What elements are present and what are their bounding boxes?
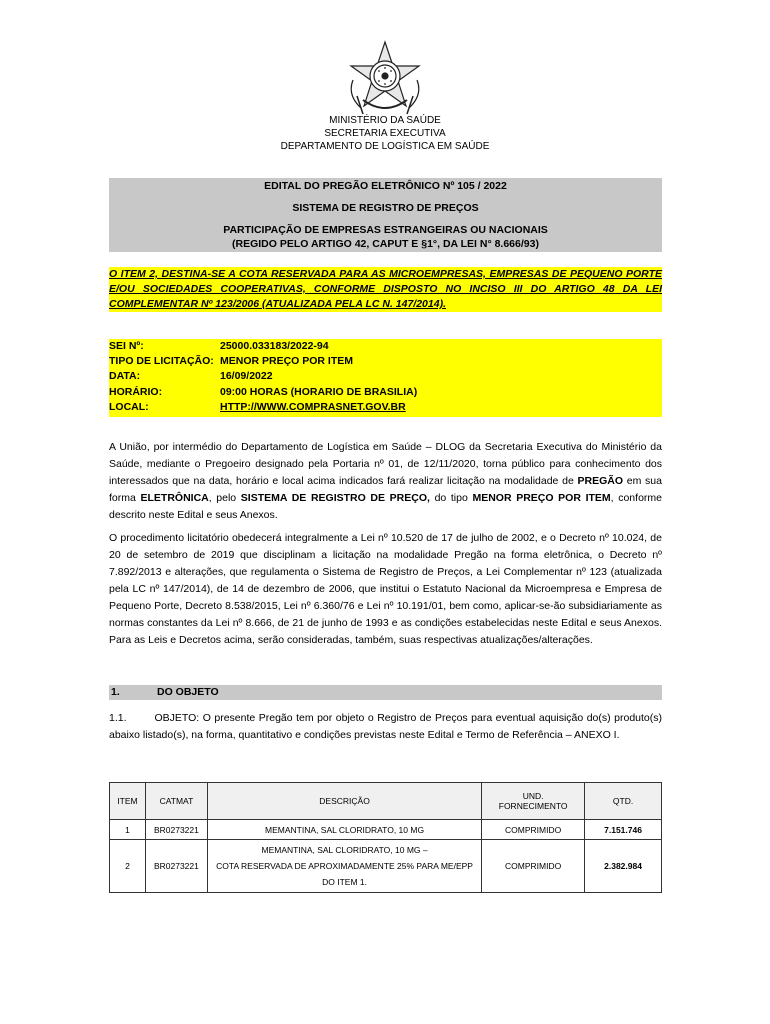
intro-text: A União, por intermédio do Departamento de Logística em Saúde – DLOG da Secretaria Executiva do Ministério da Saúde, mediante o Pregoeiro designado pela Portaria nº 01, de 12/11/2020, torna público para conhecimento dos interessados que na data, horário e local acima indicados fará realizar licitação na modalidade de	[109, 441, 662, 487]
section-number: 1.	[111, 686, 120, 698]
cell-qty: 2.382.984	[585, 840, 662, 893]
time-value: 09:00 HORAS (HORARIO DE BRASILIA)	[220, 385, 418, 398]
description-line2: COTA RESERVADA DE APROXIMADAMENTE 25% PARA ME/EPP DO ITEM 1.	[216, 861, 473, 887]
intro-bold-pregao: PREGÃO	[577, 475, 624, 487]
intro-bold-srp: SISTEMA DE REGISTRO DE PREÇO,	[240, 492, 430, 504]
location-label: LOCAL:	[109, 400, 149, 413]
table-row	[110, 820, 662, 840]
table-header-row	[110, 783, 662, 820]
intro-text: , conforme descrito neste Edital e seus Anexos.	[109, 492, 662, 521]
date-label: DATA:	[109, 370, 141, 383]
date-value: 16/09/2022	[220, 370, 273, 383]
edital-title-box	[109, 178, 662, 252]
time-label: HORÁRIO:	[109, 385, 163, 398]
edital-legal-basis: (REGIDO PELO ARTIGO 42, CAPUT E §1°, DA LEI N° 8.666/93)	[232, 238, 539, 250]
cell-description	[207, 840, 481, 893]
cell-item: 1	[110, 820, 146, 840]
unit-header-line1: UND.	[522, 791, 544, 801]
cell-item: 2	[110, 840, 146, 893]
ministry-header	[0, 114, 770, 153]
object-paragraph: 1.1. OBJETO: O presente Pregão tem por objeto o Registro de Preços para eventual aquisição do(s) produto(s) abaixo listado(s), na forma, quantitativo e condições previstas neste Edital e Termo de Referência – ANEXO I.	[109, 712, 665, 741]
department-name: DEPARTAMENTO DE LOGÍSTICA EM SAÚDE	[280, 141, 490, 152]
unit-header-line2: FORNECIMENTO	[498, 801, 568, 811]
ministry-name: MINISTÉRIO DA SAÚDE	[329, 115, 441, 126]
cell-unit: COMPRIMIDO	[482, 820, 585, 840]
col-header-unit	[482, 783, 585, 820]
cell-unit: COMPRIMIDO	[482, 840, 585, 893]
bid-type-label: TIPO DE LICITAÇÃO:	[109, 355, 214, 368]
coat-of-arms-emblem	[343, 40, 427, 120]
intro-bold-eletronica: ELETRÔNICA	[140, 492, 209, 504]
sei-label: SEI Nº:	[109, 340, 144, 352]
secretariat-name: SECRETARIA EXECUTIVA	[324, 128, 446, 139]
section-heading	[109, 685, 662, 700]
intro-text: , pelo	[208, 492, 241, 504]
legal-paragraph: O procedimento licitatório obedecerá integralmente a Lei nº 10.520 de 17 de julho de 2002, e o Decreto nº 10.024, de 20 de setembro de 2019 que disciplinam a licitação na modalidade Pregão na forma eletrônica, o Decreto nº 7.892/2013 e alterações, que regulamenta o Sistema de Registro de Preços, a Lei Complementar nº 123 (atualizada pela LC nº 147/2014), de 14 de dezembro de 2006, que institui o Estatuto Nacional da Microempresa e Empresa de Pequeno Porte, Decreto 8.538/2015, Lei nº 6.360/76 e Lei nº 10.191/01, bem como, aplicar-se-ão subsidiariamente as normas constantes da Lei nº 8.666, de 21 de junho de 1993 e as condições estabelecidas neste Edital e seus Anexos. Para as Leis e Decretos acima, serão consideradas, também, suas respectivas atualizações/alterações.	[109, 532, 662, 646]
intro-text: do tipo	[429, 492, 473, 504]
edital-subtitle: SISTEMA DE REGISTRO DE PREÇOS	[292, 202, 479, 214]
edital-participation: PARTICIPAÇÃO DE EMPRESAS ESTRANGEIRAS OU NACIONAIS	[223, 224, 548, 236]
col-header-description: DESCRIÇÃO	[207, 783, 481, 820]
items-table	[109, 782, 662, 893]
bid-info-box	[109, 339, 662, 417]
bid-type-value: MENOR PREÇO POR ITEM	[220, 355, 354, 368]
col-header-catmat: CATMAT	[145, 783, 207, 820]
edital-title: EDITAL DO PREGÃO ELETRÔNICO Nº 105 / 2022	[264, 180, 507, 192]
location-link[interactable]: HTTP://WWW.COMPRASNET.GOV.BR	[220, 400, 406, 413]
description-line1: MEMANTINA, SAL CLORIDRATO, 10 MG –	[261, 845, 428, 855]
cell-description: MEMANTINA, SAL CLORIDRATO, 10 MG	[207, 820, 481, 840]
table-row	[110, 840, 662, 893]
col-header-item: ITEM	[110, 783, 146, 820]
cell-catmat: BR0273221	[145, 820, 207, 840]
reserved-quota-notice: O ITEM 2, DESTINA-SE A COTA RESERVADA PARA AS MICROEMPRESAS, EMPRESAS DE PEQUENO PORTE E/OU SOCIEDADES COOPERATIVAS, CONFORME DISPOSTO NO INCISO III DO ARTIGO 48 DA LEI COMPLEMENTAR Nº 123/2006 (ATUALIZADA PELA LC N. 147/2014).	[109, 268, 662, 310]
sei-value: 25000.033183/2022-94	[220, 340, 329, 352]
cell-qty: 7.151.746	[585, 820, 662, 840]
intro-paragraph	[109, 439, 662, 524]
intro-text: em sua forma	[109, 475, 662, 504]
col-header-qty: QTD.	[585, 783, 662, 820]
intro-bold-menor-preco: MENOR PREÇO POR ITEM	[472, 492, 611, 504]
section-title: DO OBJETO	[157, 686, 219, 698]
cell-catmat: BR0273221	[145, 840, 207, 893]
